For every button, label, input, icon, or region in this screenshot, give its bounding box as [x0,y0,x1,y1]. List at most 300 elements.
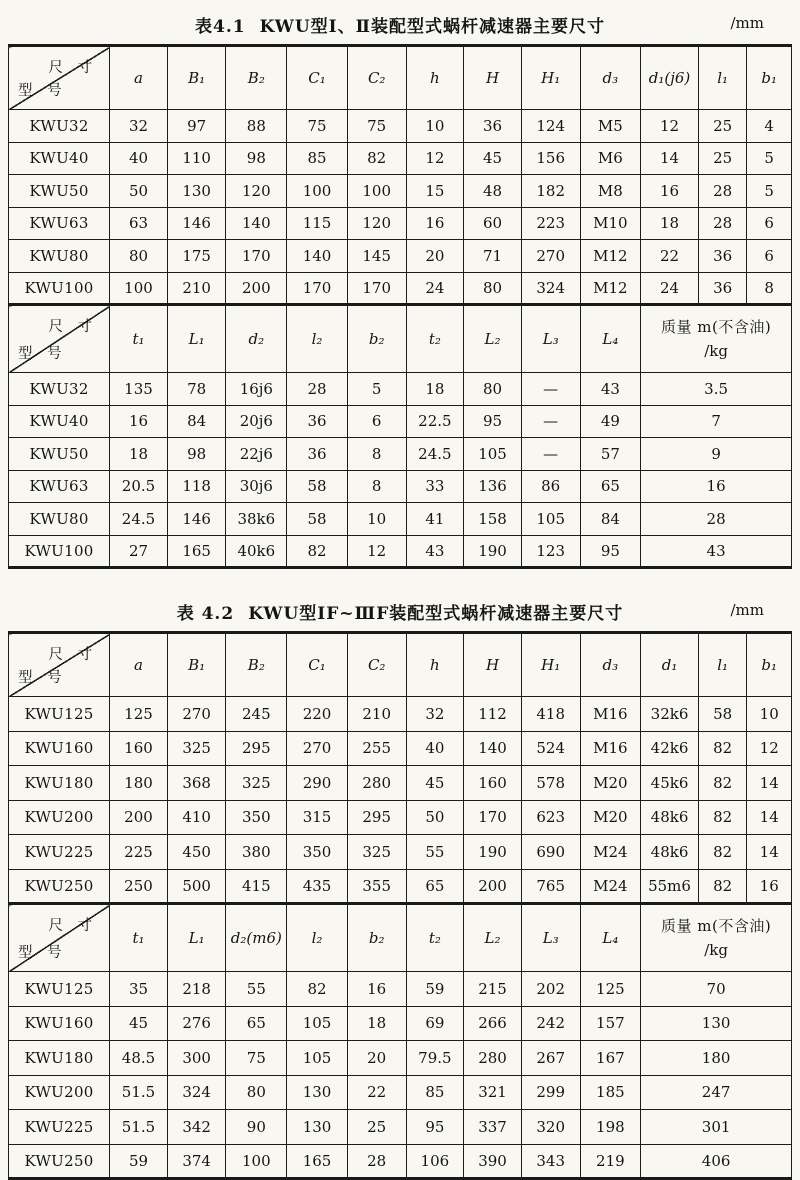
table-2-unit-label: /mm [730,601,764,619]
mass-value-cell: 301 [641,1110,792,1145]
value-cell: M20 [580,800,641,835]
mass-value-cell: 28 [641,503,792,536]
value-cell: 225 [110,835,168,870]
table-1-label: 表4.1 [195,17,246,37]
value-cell: 84 [580,503,641,536]
value-cell: 82 [347,142,406,175]
value-cell: 165 [287,1144,348,1179]
column-header-label: h [430,656,440,674]
value-cell: 24.5 [406,438,464,471]
model-cell: KWU80 [9,240,110,273]
value-cell: 28 [698,207,747,240]
value-cell: 124 [521,110,580,143]
value-cell: 270 [521,240,580,273]
value-cell: 20 [347,1041,406,1076]
column-header-label: L₁ [188,330,205,348]
value-cell: 390 [464,1144,522,1179]
value-cell: 415 [226,869,287,904]
column-header-label: C₂ [367,69,386,87]
value-cell: 36 [464,110,522,143]
model-cell: KWU63 [9,207,110,240]
value-cell: 266 [464,1006,522,1041]
value-cell: 115 [287,207,348,240]
value-cell: 106 [406,1144,464,1179]
value-cell: 325 [167,731,226,766]
value-cell: 82 [698,835,747,870]
value-cell: 380 [226,835,287,870]
corner-cell [9,633,110,697]
value-cell: 270 [287,731,348,766]
column-header-label: t₂ [428,929,441,947]
value-cell: 170 [226,240,287,273]
value-cell: 8 [747,272,792,305]
value-cell: 160 [464,766,522,801]
column-header [521,46,580,110]
column-header [641,633,699,697]
value-cell: 45 [110,1006,168,1041]
table-1-unit-label: /mm [730,14,764,32]
value-cell: 86 [521,470,580,503]
value-cell: 6 [347,405,406,438]
value-cell: 51.5 [110,1075,168,1110]
value-cell: 65 [226,1006,287,1041]
model-cell: KWU40 [9,142,110,175]
value-cell: 32 [110,110,168,143]
column-header [464,904,522,972]
mass-header-line1: 质量 m(不含油) [661,318,772,336]
value-cell: 20 [406,240,464,273]
column-header [226,305,287,373]
value-cell: 10 [347,503,406,536]
value-cell: 28 [698,175,747,208]
column-header-label: l₂ [311,929,323,947]
value-cell: 215 [464,972,522,1007]
table-row [9,438,792,471]
value-cell: 41 [406,503,464,536]
value-cell: 40 [110,142,168,175]
model-cell: KWU225 [9,1110,110,1145]
value-cell: 75 [287,110,348,143]
value-cell: 105 [287,1006,348,1041]
column-header [287,46,348,110]
value-cell: 170 [464,800,522,835]
value-cell: 32k6 [641,697,699,732]
column-header-label: b₁ [761,69,778,87]
value-cell: 130 [287,1075,348,1110]
column-header [521,305,580,373]
value-cell: 16j6 [226,373,287,406]
value-cell: 324 [167,1075,226,1110]
mass-value-cell: 70 [641,972,792,1007]
value-cell: 95 [464,405,522,438]
model-cell: KWU160 [9,731,110,766]
mass-value-cell: 130 [641,1006,792,1041]
value-cell: 342 [167,1110,226,1145]
column-header-label: B₂ [247,656,265,674]
column-header [347,904,406,972]
mass-header-line2: /kg [704,941,728,959]
table-row [9,1110,792,1145]
column-header [347,46,406,110]
value-cell: 105 [521,503,580,536]
value-cell: 88 [226,110,287,143]
value-cell: 82 [698,766,747,801]
value-cell: 500 [167,869,226,904]
column-header [464,46,522,110]
value-cell: 95 [580,535,641,568]
column-header-label: H₁ [541,69,561,87]
model-cell: KWU125 [9,697,110,732]
column-header-label: H [485,69,500,87]
column-header [698,46,747,110]
table-row [9,142,792,175]
column-header-label: B₁ [188,69,206,87]
value-cell: 60 [464,207,522,240]
value-cell: 45k6 [641,766,699,801]
value-cell: 24.5 [110,503,168,536]
column-header-label: B₁ [188,656,206,674]
value-cell: 374 [167,1144,226,1179]
value-cell: 325 [347,835,406,870]
value-cell: 765 [521,869,580,904]
value-cell: 25 [698,110,747,143]
table-row [9,800,792,835]
column-header-label: l₁ [717,69,729,87]
column-header [347,305,406,373]
mass-value-cell: 9 [641,438,792,471]
column-header-label: L₂ [484,330,501,348]
mass-column-header [641,305,792,373]
value-cell: 82 [287,535,348,568]
corner-cell [9,305,110,373]
value-cell: 200 [226,272,287,305]
value-cell: 14 [747,800,792,835]
value-cell: 280 [347,766,406,801]
model-cell: KWU125 [9,972,110,1007]
value-cell: 63 [110,207,168,240]
value-cell: 130 [167,175,226,208]
value-cell: 24 [641,272,699,305]
table-row [9,697,792,732]
value-cell: 36 [698,240,747,273]
corner-label-model: 型 号 [18,670,67,686]
value-cell: 43 [406,535,464,568]
column-header [580,904,641,972]
header-row [9,904,792,972]
value-cell: 157 [580,1006,641,1041]
value-cell: 300 [167,1041,226,1076]
dimension-table-4-2 [8,631,792,1180]
table-row [9,175,792,208]
value-cell: 5 [347,373,406,406]
column-header-label: d₂(m6) [230,929,282,947]
corner-label-model: 型 号 [18,346,67,362]
value-cell: 112 [464,697,522,732]
value-cell: M12 [580,272,641,305]
table-row [9,272,792,305]
mass-value-cell: 43 [641,535,792,568]
column-header [167,904,226,972]
value-cell: 145 [347,240,406,273]
column-header-label: d₁(j6) [648,69,691,87]
value-cell: 270 [167,697,226,732]
value-cell: 202 [521,972,580,1007]
value-cell: 40 [406,731,464,766]
value-cell: M16 [580,697,641,732]
model-cell: KWU180 [9,1041,110,1076]
value-cell: 59 [110,1144,168,1179]
column-header [110,633,168,697]
value-cell: 218 [167,972,226,1007]
model-cell: KWU80 [9,503,110,536]
column-header [747,633,792,697]
value-cell: 170 [287,272,348,305]
value-cell: 10 [747,697,792,732]
value-cell: 16 [347,972,406,1007]
value-cell: 25 [698,142,747,175]
column-header-label: H [485,656,500,674]
column-header [464,305,522,373]
column-header-label: l₂ [311,330,323,348]
column-header-label: L₃ [542,330,559,348]
column-header-label: C₁ [308,656,326,674]
value-cell: 219 [580,1144,641,1179]
table-row [9,373,792,406]
value-cell: 315 [287,800,348,835]
value-cell: 343 [521,1144,580,1179]
value-cell: 165 [167,535,226,568]
column-header-label: d₃ [602,69,619,87]
value-cell: 130 [287,1110,348,1145]
mass-value-cell: 406 [641,1144,792,1179]
column-header-label: d₂ [248,330,265,348]
value-cell: 28 [347,1144,406,1179]
model-cell: KWU50 [9,438,110,471]
value-cell: 18 [641,207,699,240]
value-cell: 14 [747,835,792,870]
value-cell: 80 [464,272,522,305]
value-cell: 350 [226,800,287,835]
value-cell: 48k6 [641,835,699,870]
value-cell: 14 [641,142,699,175]
value-cell: 50 [406,800,464,835]
mass-header-line2: /kg [704,342,728,360]
value-cell: 140 [226,207,287,240]
value-cell: 18 [347,1006,406,1041]
column-header-label: C₂ [367,656,386,674]
value-cell: 6 [747,240,792,273]
value-cell: 6 [747,207,792,240]
column-header-label: L₄ [602,929,619,947]
mass-value-cell: 247 [641,1075,792,1110]
value-cell: 28 [287,373,348,406]
table-2-title-text: KWU型ⅠF~ⅢF装配型式蜗杆减速器主要尺寸 [248,604,624,624]
value-cell: 200 [110,800,168,835]
table-row [9,1075,792,1110]
model-cell: KWU50 [9,175,110,208]
value-cell: 220 [287,697,348,732]
value-cell: 5 [747,142,792,175]
value-cell: 290 [287,766,348,801]
value-cell: 435 [287,869,348,904]
value-cell: 48k6 [641,800,699,835]
mass-column-header [641,904,792,972]
value-cell: 45 [464,142,522,175]
model-cell: KWU160 [9,1006,110,1041]
value-cell: 20.5 [110,470,168,503]
value-cell: 20j6 [226,405,287,438]
column-header [406,904,464,972]
value-cell: 36 [287,438,348,471]
value-cell: M8 [580,175,641,208]
value-cell: 45 [406,766,464,801]
model-cell: KWU40 [9,405,110,438]
model-cell: KWU32 [9,110,110,143]
value-cell: 90 [226,1110,287,1145]
corner-label-dimension: 尺 寸 [48,647,98,663]
value-cell: 160 [110,731,168,766]
column-header-label: d₃ [602,656,619,674]
mass-value-cell: 3.5 [641,373,792,406]
value-cell: 146 [167,503,226,536]
column-header [406,633,464,697]
table-row [9,1041,792,1076]
value-cell: 27 [110,535,168,568]
value-cell: M6 [580,142,641,175]
value-cell: 10 [406,110,464,143]
value-cell: 43 [580,373,641,406]
value-cell: 57 [580,438,641,471]
value-cell: M20 [580,766,641,801]
value-cell: 276 [167,1006,226,1041]
table-row [9,972,792,1007]
value-cell: 14 [747,766,792,801]
model-cell: KWU225 [9,835,110,870]
table-row [9,240,792,273]
value-cell: 75 [226,1041,287,1076]
model-cell: KWU200 [9,800,110,835]
column-header-label: b₂ [368,929,385,947]
value-cell: 100 [110,272,168,305]
column-header [226,46,287,110]
table-row [9,835,792,870]
value-cell: 36 [287,405,348,438]
table-2-label: 表 4.2 [176,604,235,624]
table-1-title [8,8,792,44]
value-cell: 22 [641,240,699,273]
value-cell: 223 [521,207,580,240]
value-cell: 623 [521,800,580,835]
value-cell: 125 [110,697,168,732]
corner-label-dimension: 尺 寸 [48,918,98,934]
value-cell: 242 [521,1006,580,1041]
value-cell: 65 [580,470,641,503]
value-cell: 280 [464,1041,522,1076]
column-header [406,46,464,110]
value-cell: M10 [580,207,641,240]
value-cell: 180 [110,766,168,801]
value-cell: 123 [521,535,580,568]
value-cell: 75 [347,110,406,143]
value-cell: 15 [406,175,464,208]
column-header [110,904,168,972]
value-cell: 170 [347,272,406,305]
header-row [9,305,792,373]
column-header [698,633,747,697]
value-cell: 50 [110,175,168,208]
column-header [226,904,287,972]
value-cell: 38k6 [226,503,287,536]
value-cell: 100 [287,175,348,208]
value-cell: 35 [110,972,168,1007]
value-cell: 190 [464,535,522,568]
value-cell: 24 [406,272,464,305]
value-cell: 135 [110,373,168,406]
value-cell: 255 [347,731,406,766]
value-cell: 140 [464,731,522,766]
column-header-label: a [134,69,143,87]
column-header-label: H₁ [541,656,561,674]
value-cell: 182 [521,175,580,208]
column-header-label: h [430,69,440,87]
value-cell: 30j6 [226,470,287,503]
column-header [167,633,226,697]
header-row [9,46,792,110]
value-cell: 55 [406,835,464,870]
value-cell: 95 [406,1110,464,1145]
column-header-label: L₃ [542,929,559,947]
value-cell: 210 [347,697,406,732]
model-cell: KWU63 [9,470,110,503]
corner-label-model: 型 号 [18,945,67,961]
value-cell: 321 [464,1075,522,1110]
value-cell: 299 [521,1075,580,1110]
value-cell: 5 [747,175,792,208]
column-header [580,46,641,110]
value-cell: 42k6 [641,731,699,766]
table-row [9,869,792,904]
corner-label-dimension: 尺 寸 [48,319,98,335]
column-header [521,904,580,972]
value-cell: 324 [521,272,580,305]
value-cell: 71 [464,240,522,273]
value-cell: 140 [287,240,348,273]
mass-value-cell: 180 [641,1041,792,1076]
column-header-label: l₁ [717,656,729,674]
value-cell: 55 [226,972,287,1007]
value-cell: 156 [521,142,580,175]
model-cell: KWU250 [9,869,110,904]
value-cell: 200 [464,869,522,904]
dimension-table-4-1 [8,44,792,569]
value-cell: 158 [464,503,522,536]
value-cell: 16 [110,405,168,438]
value-cell: 120 [226,175,287,208]
value-cell: 82 [287,972,348,1007]
value-cell: M12 [580,240,641,273]
value-cell: 136 [464,470,522,503]
value-cell: 40k6 [226,535,287,568]
column-header [347,633,406,697]
value-cell: 8 [347,470,406,503]
value-cell: 295 [347,800,406,835]
value-cell: 32 [406,697,464,732]
column-header [287,633,348,697]
column-header [167,305,226,373]
value-cell: 118 [167,470,226,503]
column-header-label: t₂ [428,330,441,348]
value-cell: 58 [287,503,348,536]
